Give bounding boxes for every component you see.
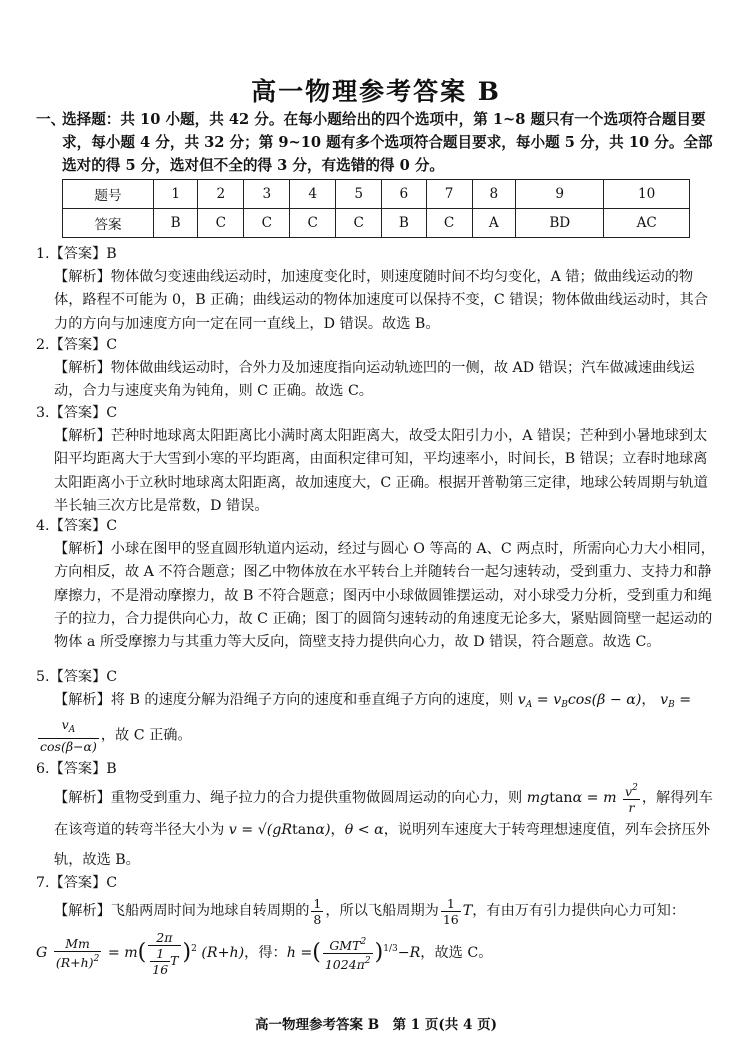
fraction: $\frac{v^2}{r}$ xyxy=(625,783,638,816)
table-cell: AC xyxy=(604,209,690,238)
bracket: ) xyxy=(182,940,192,966)
explanation-text: ，说明列车速度大于转弯理想速度值，列车会挤压外轨，故选 B。 xyxy=(54,822,711,869)
formula: G xyxy=(36,945,48,962)
question-1 xyxy=(36,243,720,336)
explanation-text: ，所以飞船周期为 xyxy=(325,903,439,920)
formula: mg xyxy=(526,790,550,807)
table-cell: C xyxy=(426,209,472,238)
formula: T xyxy=(462,903,473,920)
fraction: $\frac{1}{8}$ xyxy=(313,895,322,927)
table-cell: 8 xyxy=(472,180,516,209)
table-cell: 3 xyxy=(244,180,290,209)
answer-label: 3.【答案】C xyxy=(36,405,118,421)
formula: α) xyxy=(315,822,331,839)
fraction: $\frac{GMT^2}{1024\pi^2}$ xyxy=(324,936,371,972)
question-5 xyxy=(36,666,720,754)
explanation-text: ，故选 C。 xyxy=(420,945,493,962)
table-cell: C xyxy=(290,209,336,238)
table-cell: 7 xyxy=(426,180,472,209)
bracket: ) xyxy=(374,940,384,966)
table-cell: 6 xyxy=(382,180,426,209)
bracket: ( xyxy=(137,940,147,966)
question-3 xyxy=(36,402,720,518)
explanation: 【解析】重物受到重力、绳子拉力的合力提供重物做圆周运动的向心力，则 mgtanα = m $\frac{v^2}{r}$ ，解得列车在该弯道的转弯半径大小为 v = √(gRtanα)，θ < α，说明列车速度大于转弯理想速度值，列车会挤压外轨，故选 B。 xyxy=(54,783,713,869)
question-7 xyxy=(36,872,720,977)
formula: θ < α xyxy=(344,822,384,839)
explanation-text: ，有由万有引力提供向心力可知： xyxy=(472,903,686,920)
table-cell: 10 xyxy=(604,180,690,209)
explanation: 【解析】小球在图甲的竖直圆形轨道内运动，经过与圆心 O 等高的 A、C 两点时，所需向心力大小相同，方向相反，故 A 不符合题意；图乙中物体放在水平转台上并随转台一起匀速转动，受到重力、支持力和静摩擦力，不是滑动摩擦力，故 B 不符合题意；图丙中小球做圆锥摆运动，对小球受力分析，受到重力和绳子的拉力，合力提供向心力，故 C 正确；图丁的圆筒匀速转动的角速度无论多大，紧贴圆筒壁一起运动的物体 a 所受摩擦力与其重力等大反向，筒壁支持力提供向心力，故 D 错误，符合题意。故选 C。 xyxy=(54,541,715,651)
table-head-answer: 答案 xyxy=(63,209,154,238)
explanation-text: ，解得列车在该弯道的转弯半径大小为 xyxy=(54,790,713,839)
formula: −R xyxy=(397,945,421,962)
explanation-text: 【解析】飞船两周时间为地球自转周期的 xyxy=(54,903,310,920)
table-cell: C xyxy=(244,209,290,238)
formula-line xyxy=(36,717,720,754)
table-cell: 4 xyxy=(290,180,336,209)
formula: α = m xyxy=(572,790,617,807)
explanation-text: ，故 C 正确。 xyxy=(100,727,192,744)
question-4 xyxy=(36,515,720,654)
table-cell: A xyxy=(472,209,516,238)
answer-label: 2.【答案】C xyxy=(36,337,118,353)
formula: h = xyxy=(286,945,313,962)
explanation: 【解析】物体做曲线运动时，合外力及加速度指向运动轨迹凹的一侧，故 AD 错误；汽车做减速曲线运动，合力与速度夹角为钝角，则 C 正确。故选 C。 xyxy=(54,360,695,400)
explanation xyxy=(36,895,720,927)
page-title: 高一物理参考答案 B xyxy=(251,77,501,106)
fraction: $\frac{1}{16}$ xyxy=(442,895,459,927)
answer-label: 1.【答案】B xyxy=(36,246,117,262)
formula: v = √(gR xyxy=(228,822,293,839)
formula: $v_B$ = xyxy=(660,692,692,711)
bracket: ( xyxy=(312,940,321,966)
question-2 xyxy=(36,334,720,404)
fraction: $\frac{v_A}{\cos(\beta-\alpha)}$ xyxy=(40,717,97,755)
answer-label: 4.【答案】C xyxy=(36,518,118,534)
table-head-number: 题号 xyxy=(63,180,154,209)
explanation-text: ，得： xyxy=(244,945,287,962)
answer-label: 6.【答案】B xyxy=(36,761,117,777)
table-cell: 9 xyxy=(516,180,604,209)
page-footer: 高一物理参考答案 B 第 1 页(共 4 页) xyxy=(255,1017,497,1033)
table-row xyxy=(63,209,690,238)
formula: tan xyxy=(292,822,316,839)
table-cell: B xyxy=(382,209,426,238)
table-cell: C xyxy=(336,209,382,238)
section-number: 一、 xyxy=(36,111,66,128)
explanation-text: 【解析】重物受到重力、绳子拉力的合力提供重物做圆周运动的向心力，则 xyxy=(54,790,523,807)
section-instructions xyxy=(36,108,716,177)
fraction: $\frac{Mm}{(R+h)^2}$ xyxy=(55,936,100,971)
answer-label: 7.【答案】C xyxy=(36,875,118,891)
explanation: 【解析】将 B 的速度分解为沿绳子方向的速度和垂直绳子方向的速度，则 $v_A = v_B\cos(\beta - \alpha)$， $v_B$ = xyxy=(54,692,692,711)
formula-line: G $\frac{Mm}{(R+h)^2}$ = m( 2π $\frac{1}{16}$ T )$^2$ (R+h)，得：h =( $\frac{GMT^2}{1024\pi^2}$ )$^{1/3}$−R，故选 C。 xyxy=(36,929,493,977)
table-cell: 2 xyxy=(198,180,244,209)
table-cell: 5 xyxy=(336,180,382,209)
formula: tan xyxy=(549,790,573,807)
formula: $v_A = v_B\cos(\beta - \alpha)$ xyxy=(517,692,642,711)
table-cell: C xyxy=(198,209,244,238)
table-cell: B xyxy=(154,209,198,238)
explanation: 【解析】物体做匀变速曲线运动时，加速度变化时，则速度随时间不均匀变化，A 错；做曲线运动的物体，路程不可能为 0，B 正确；曲线运动的物体加速度可以保持不变，C 错误；物体做曲线运动时，其合力的方向与加速度方向一定在同一直线上，D 错误。故选 B。 xyxy=(54,269,708,332)
table-cell: BD xyxy=(516,209,604,238)
formula: = m xyxy=(107,945,138,962)
answer-table xyxy=(62,179,690,238)
section-intro: 选择题：共 10 小题，共 42 分。在每小题给出的四个选项中，第 1~8 题只有一个选项符合题目要求，每小题 4 分，共 32 分；第 9~10 题有多个选项符合题目要求，每小题 5 分，共 10 分。全部选对的得 5 分，选对但不全的得 3 分，有选错的得 0 分。 xyxy=(62,111,713,174)
explanation: 【解析】芒种时地球离太阳距离比小满时离太阳距离大，故受太阳引力小，A 错误；芒种到小暑地球到太阳平均距离大于大雪到小寒的平均距离，由面积定律可知，平均速率小，时间长，B 错误；立春时地球离太阳距离小于立秋时地球离太阳距离，故加速度大，C 正确。根据开普勒第三定律，地球公转周期与轨道半长轴三次方比是常数，D 错误。 xyxy=(54,428,708,514)
table-cell: 1 xyxy=(154,180,198,209)
fraction: 2π $\frac{1}{16}$ T xyxy=(148,930,180,977)
formula: (R+h) xyxy=(201,945,245,962)
explanation-text: 【解析】将 B 的速度分解为沿绳子方向的速度和垂直绳子方向的速度，则 xyxy=(54,692,514,709)
table-row xyxy=(63,180,690,209)
answer-label: 5.【答案】C xyxy=(36,669,118,685)
question-6 xyxy=(36,758,720,875)
